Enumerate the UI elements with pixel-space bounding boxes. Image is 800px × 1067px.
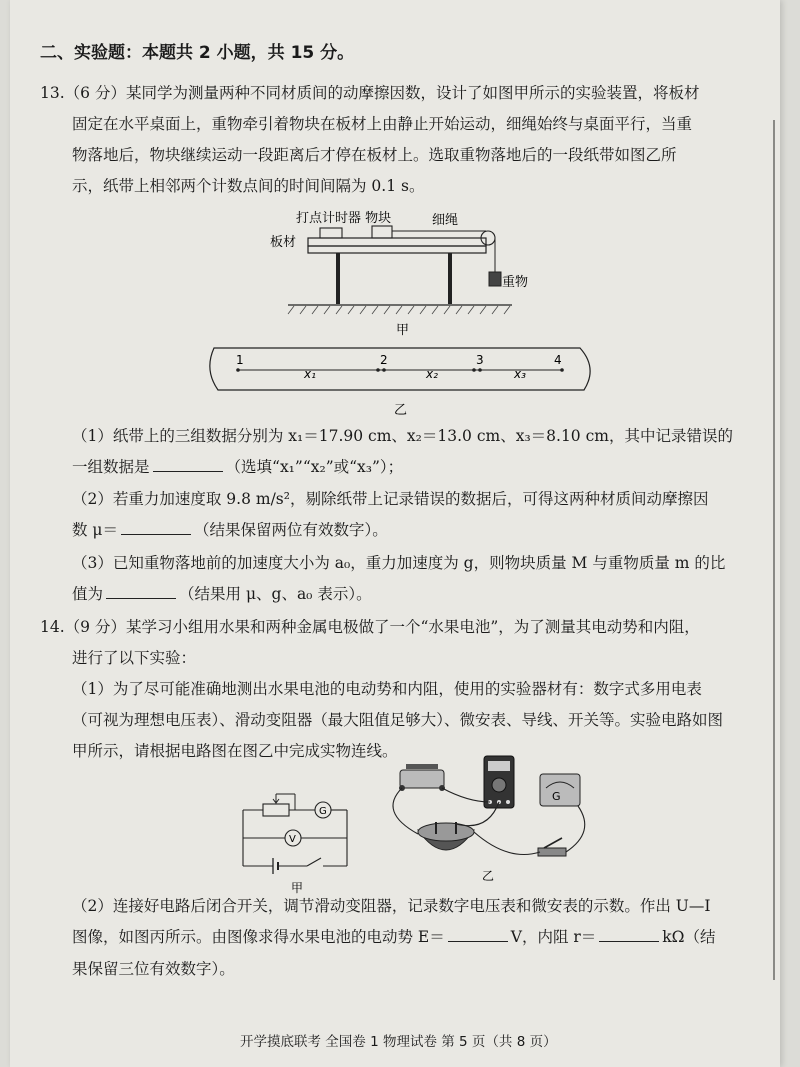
q13-sub2-line-2: 数 μ＝ （结果保留两位有效数字）。: [72, 521, 388, 539]
circuit-meter-v-label: V: [289, 834, 296, 845]
rope-label: 细绳: [432, 213, 459, 228]
answer-blank-2[interactable]: [121, 520, 191, 535]
q13-sub1-line-1: （1）纸带上的三组数据分别为 x₁＝17.90 cm、x₂＝13.0 cm、x₃＝8.10 cm，其中记录错误的: [72, 427, 733, 445]
answer-blank-emf[interactable]: [448, 927, 508, 942]
tape-point-3: 3: [476, 353, 484, 367]
answer-blank-3[interactable]: [106, 584, 176, 599]
real-meter-g-label: G: [552, 790, 561, 803]
tape-x3: x₃: [514, 367, 526, 381]
q14-line-5: 甲所示，请根据电路图在图乙中完成实物连线。: [72, 742, 398, 760]
circuit-diagram: [235, 788, 365, 898]
q13-line-4: 示，纸带上相邻两个计数点间的时间间隔为 0.1 s。: [72, 177, 425, 195]
tape-point-2: 2: [380, 353, 388, 367]
tape-point-1: 1: [236, 353, 244, 367]
q13-sub3-line-2: 值为 （结果用 μ、g、a₀ 表示）。: [72, 585, 372, 603]
tape-figure: [208, 342, 598, 422]
q14-sub2-line-3: 果保留三位有效数字）。: [72, 960, 235, 978]
q14-line-1: 14.（9 分）某学习小组用水果和两种金属电极做了一个“水果电池”，为了测量其电动势和内阻，: [40, 618, 700, 636]
q13-sub1-line-2: 一组数据是 （选填“x₁”“x₂”或“x₃”）；: [72, 458, 404, 476]
circuit-figure-caption: 甲: [291, 881, 304, 895]
timer-block-label: 打点计时器 物块: [296, 211, 392, 226]
q13-line-1: 13.（6 分）某同学为测量两种不同材质间的动摩擦因数，设计了如图甲所示的实验装置，将板材: [40, 84, 700, 102]
section-title: 二、实验题：本题共 2 小题，共 15 分。: [40, 43, 355, 63]
q14-line-4: （可视为理想电压表）、滑动变阻器（最大阻值足够大）、微安表、导线、开关等。实验电路如图: [72, 711, 724, 729]
tape-x1: x₁: [304, 367, 316, 381]
page-footer: 开学摸底联考 全国卷 1 物理试卷 第 5 页（共 8 页）: [240, 1034, 557, 1050]
q14-line-2: 进行了以下实验：: [72, 649, 197, 667]
apparatus-figure: [260, 200, 529, 340]
figure-yi-caption: 乙: [394, 403, 408, 418]
q13-sub2-line-1: （2）若重力加速度取 9.8 m/s²，剔除纸带上记录错误的数据后，可得这两种材质间动摩擦因: [72, 490, 709, 508]
answer-blank-1[interactable]: [153, 457, 223, 472]
real-figure-caption: 乙: [482, 869, 495, 883]
answer-blank-resistance[interactable]: [599, 927, 659, 942]
tape-point-4: 4: [554, 353, 562, 367]
q14-sub2-line-1: （2）连接好电路后闭合开关，调节滑动变阻器，记录数字电压表和微安表的示数。作出 U—I: [72, 897, 711, 915]
exam-page: [10, 0, 780, 1067]
q14-sub2-line-2: 图像，如图丙所示。由图像求得水果电池的电动势 E＝ V，内阻 r＝ kΩ（结: [72, 928, 716, 946]
weight-label: 重物: [502, 275, 529, 290]
circuit-meter-g-label: G: [319, 806, 327, 817]
q13-line-3: 物落地后，物块继续运动一段距离后才停在板材上。选取重物落地后的一段纸带如图乙所: [72, 146, 677, 164]
q13-sub3-line-1: （3）已知重物落地前的加速度大小为 a₀，重力加速度为 g，则物块质量 M 与重物质量 m 的比: [72, 554, 726, 572]
board-label: 板材: [270, 235, 297, 250]
q14-line-3: （1）为了尽可能准确地测出水果电池的电动势和内阻，使用的实验器材有：数字式多用电表: [72, 680, 702, 698]
q13-line-2: 固定在水平桌面上，重物牵引着物块在板材上由静止开始运动，细绳始终与桌面平行，当重: [72, 115, 693, 133]
page-edge-shadow: [773, 120, 775, 980]
figure-jia-caption: 甲: [396, 323, 410, 338]
real-circuit-figure: [378, 752, 608, 887]
tape-x2: x₂: [426, 367, 438, 381]
